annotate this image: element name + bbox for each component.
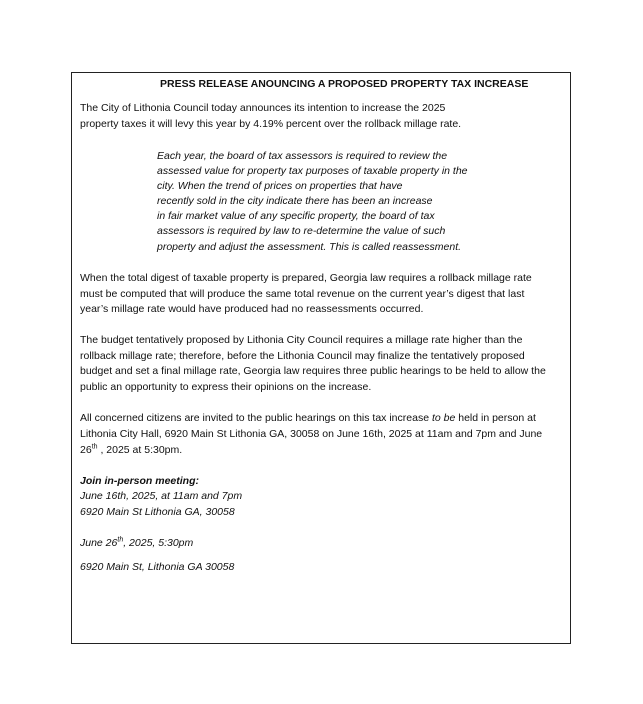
hearings-paragraph-line (80, 444, 182, 457)
meeting-date-line: June 16th, 2025, at 11am and 7pm (80, 490, 243, 502)
hearings-date-day: 26 (80, 444, 92, 456)
rollback-paragraph-line: When the total digest of taxable property is prepared, Georgia law requires a rollback millage rate (80, 272, 532, 284)
quote-line: assessed value for property tax purposes of taxable property in the (157, 165, 468, 177)
rollback-paragraph-line: must be computed that will produce the same total revenue on the current year’s digest that last (80, 288, 525, 300)
meeting-address-line: 6920 Main St Lithonia GA, 30058 (80, 506, 235, 518)
meeting-date-line-2 (80, 537, 193, 550)
quote-line: recently sold in the city indicate there has been an increase (157, 195, 433, 207)
quote-line: Each year, the board of tax assessors is required to review the (157, 150, 448, 162)
intro-line: property taxes it will levy this year by 4.19% percent over the rollback millage rate. (80, 118, 462, 130)
quote-line: city. When the trend of prices on properties that have (157, 180, 403, 192)
meeting-date-suffix: th (117, 536, 124, 544)
budget-paragraph-line: budget and set a final millage rate, Georgia law requires three public hearings to be held to allow the (80, 365, 546, 377)
rollback-paragraph-line: year’s millage rate would have produced had no reassessments occurred. (80, 303, 424, 315)
quote-line: assessors is required by law to re-determine the value of such (157, 225, 446, 237)
hearings-date-rest: , 2025 at 5:30pm. (97, 444, 183, 456)
hearings-date-suffix: th (91, 443, 98, 451)
budget-paragraph-line: public an opportunity to express their opinions on the increase. (80, 381, 372, 393)
quote-line: in fair market value of any specific property, the board of tax (157, 210, 435, 222)
hearings-text: held in person at (455, 412, 536, 424)
meeting-date-day: June 26 (80, 537, 118, 549)
meeting-heading: Join in-person meeting: (80, 475, 200, 487)
hearings-text: All concerned citizens are invited to the public hearings on this tax increase (80, 412, 432, 424)
intro-line: The City of Lithonia Council today announces its intention to increase the 2025 (80, 102, 446, 114)
budget-paragraph-line: rollback millage rate; therefore, before the Lithonia Council may finalize the tentatively proposed (80, 350, 525, 362)
meeting-address-line-2: 6920 Main St, Lithonia GA 30058 (80, 561, 235, 573)
hearings-paragraph-line (80, 412, 536, 425)
hearings-emphasis: to be (431, 412, 456, 424)
quote-line: property and adjust the assessment. This is called reassessment. (157, 241, 462, 253)
meeting-date-rest: , 2025, 5:30pm (123, 537, 194, 549)
page-title: PRESS RELEASE ANOUNCING A PROPOSED PROPERTY TAX INCREASE (160, 78, 529, 90)
hearings-paragraph-line: Lithonia City Hall, 6920 Main St Lithonia GA, 30058 on June 16th, 2025 at 11am and 7pm and June (80, 428, 543, 440)
budget-paragraph-line: The budget tentatively proposed by Lithonia City Council requires a millage rate higher than the (80, 334, 523, 346)
